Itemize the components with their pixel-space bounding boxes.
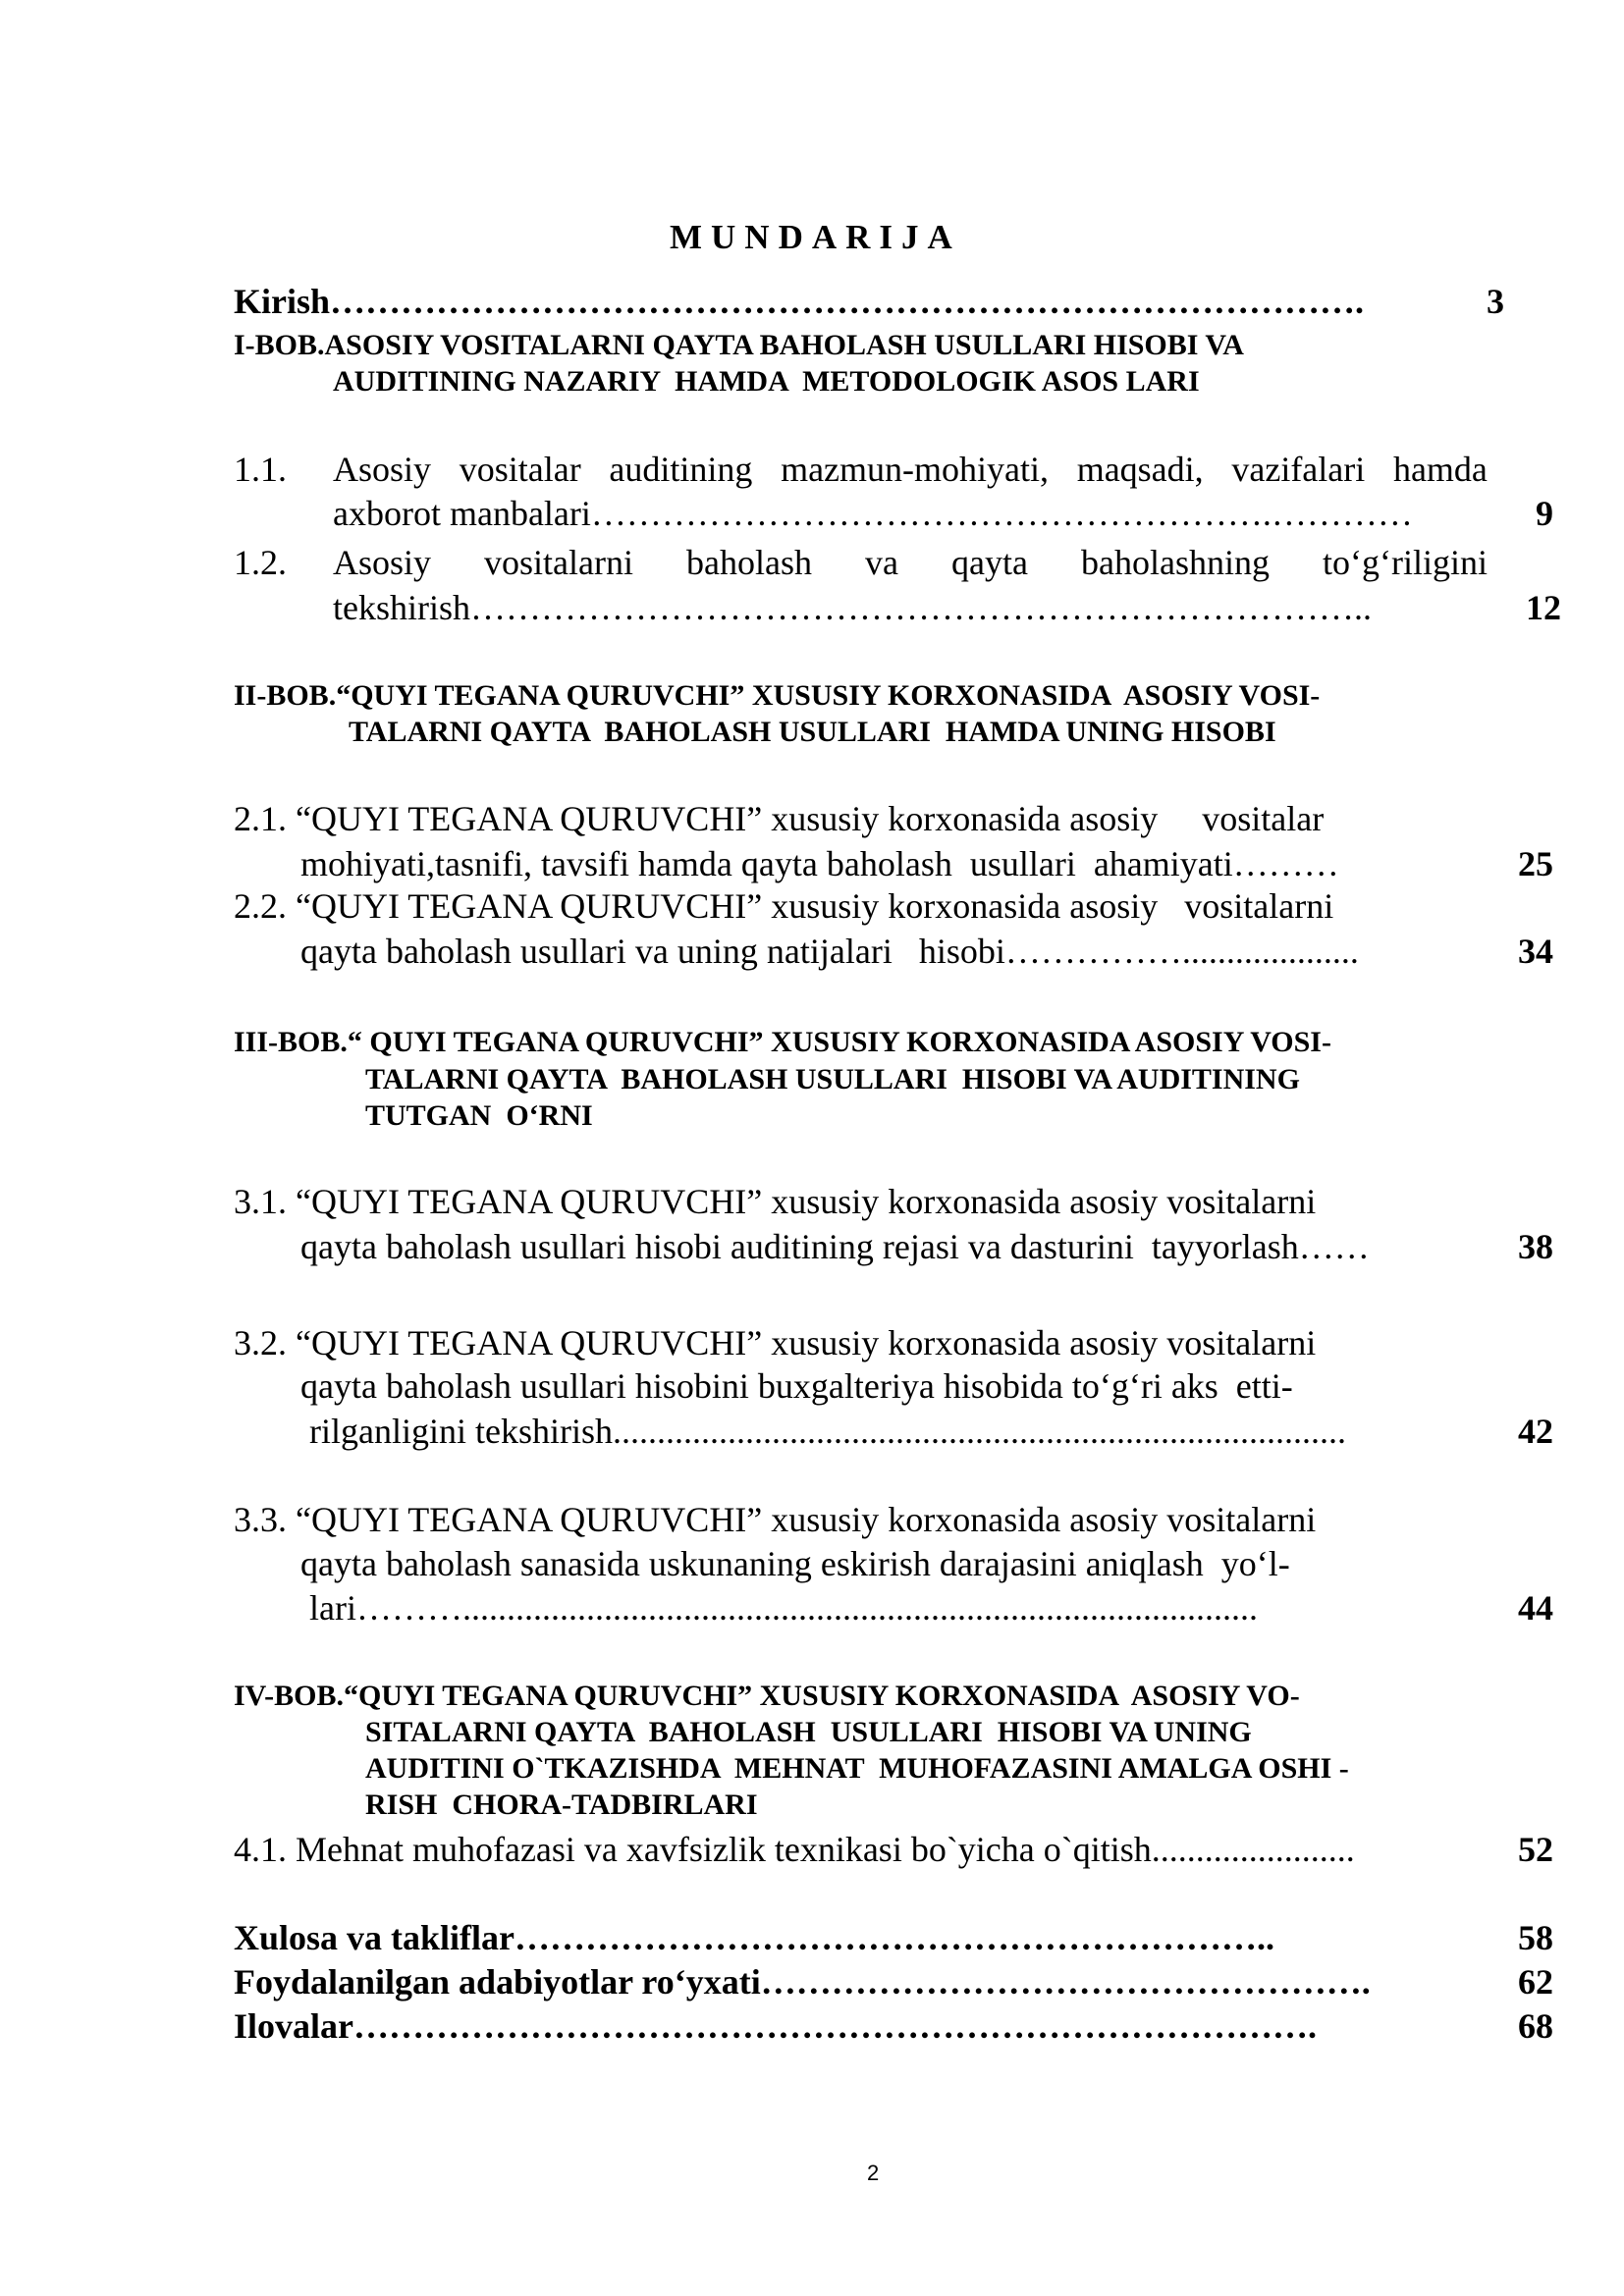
chapter-4-heading-line2: SITALARNI QAYTA BAHOLASH USULLARI HISOBI VA UNING bbox=[365, 1716, 1252, 1748]
section-2-1-title-line1: 2.1. “QUYI TEGANA QURUVCHI” xususiy korxonasida asosiy vositalar bbox=[234, 799, 1325, 838]
section-3-2-title-line1: 3.2. “QUYI TEGANA QURUVCHI” xususiy korxonasida asosiy vositalarni bbox=[234, 1323, 1317, 1362]
chapter-2-heading-line1: II-BOB.“QUYI TEGANA QURUVCHI” XUSUSIY KORXONASIDA ASOSIY VOSI- bbox=[234, 679, 1321, 712]
section-4-1-page: 52 bbox=[1518, 1830, 1553, 1869]
chapter-1-heading-line2: AUDITINING NAZARIY HAMDA METODOLOGIK ASOS LARI bbox=[333, 365, 1200, 398]
section-2-2-page: 34 bbox=[1518, 932, 1553, 971]
section-3-3-title-line3: lari……….......................................................................................... bbox=[309, 1588, 1258, 1628]
section-2-1-title-line2: mohiyati,tasnifi, tavsifi hamda qayta baholash usullari ahamiyati……… bbox=[300, 844, 1339, 883]
toc-entry-ilovalar-page: 68 bbox=[1518, 2006, 1553, 2046]
toc-entry-foydalanilgan-label: Foydalanilgan adabiyotlar ro‘yxati……………………………………………. bbox=[234, 1962, 1371, 2002]
toc-entry-ilovalar-label: Ilovalar………………………………………………………………………. bbox=[234, 2006, 1317, 2046]
chapter-4-heading-line3: AUDITINI O`TKAZISHDA MEHNAT MUHOFAZASINI AMALGA OSHI - bbox=[365, 1752, 1349, 1785]
section-3-1-title-line2: qayta baholash usullari hisobi auditining rejasi va dasturini tayyorlash…… bbox=[300, 1227, 1370, 1266]
section-1-1-page: 9 bbox=[1536, 494, 1553, 533]
section-1-2-title-line2: tekshirish………………………………………………………………….. bbox=[333, 588, 1372, 627]
section-3-3-title-line2: qayta baholash sanasida uskunaning eskirish darajasini aniqlash yo‘l- bbox=[300, 1544, 1290, 1583]
chapter-3-heading-line3: TUTGAN O‘RNI bbox=[365, 1099, 593, 1132]
chapter-3-heading-line2: TALARNI QAYTA BAHOLASH USULLARI HISOBI VA AUDITINING bbox=[365, 1063, 1300, 1095]
section-1-1-title-line1: Asosiy vositalar auditining mazmun-mohiyati, maqsadi, vazifalari hamda bbox=[333, 450, 1488, 489]
section-3-3-title-line1: 3.3. “QUYI TEGANA QURUVCHI” xususiy korxonasida asosiy vositalarni bbox=[234, 1500, 1317, 1539]
page-title: MUNDARIJA bbox=[670, 218, 961, 256]
section-3-2-title-line2: qayta baholash usullari hisobini buxgalteriya hisobida to‘g‘ri aks etti- bbox=[300, 1366, 1293, 1406]
chapter-2-heading-line2: TALARNI QAYTA BAHOLASH USULLARI HAMDA UNING HISOBI bbox=[349, 716, 1276, 748]
chapter-4-heading-line1: IV-BOB.“QUYI TEGANA QURUVCHI” XUSUSIY KORXONASIDA ASOSIY VO- bbox=[234, 1680, 1300, 1712]
toc-entry-xulosa-page: 58 bbox=[1518, 1918, 1553, 1957]
chapter-3-heading-line1: III-BOB.“ QUYI TEGANA QURUVCHI” XUSUSIY KORXONASIDA ASOSIY VOSI- bbox=[234, 1026, 1331, 1058]
section-3-2-title-line3: rilganligini tekshirish................................................................................... bbox=[309, 1412, 1346, 1451]
page-number: 2 bbox=[867, 2161, 880, 2185]
section-3-2-page: 42 bbox=[1518, 1412, 1553, 1451]
section-3-1-title-line1: 3.1. “QUYI TEGANA QURUVCHI” xususiy korxonasida asosiy vositalarni bbox=[234, 1182, 1317, 1221]
section-2-2-title-line1: 2.2. “QUYI TEGANA QURUVCHI” xususiy korxonasida asosiy vositalarni bbox=[234, 886, 1334, 926]
chapter-1-heading-line1: I-BOB.ASOSIY VOSITALARNI QAYTA BAHOLASH USULLARI HISOBI VA bbox=[234, 329, 1244, 361]
toc-entry-foydalanilgan-page: 62 bbox=[1518, 1962, 1553, 2002]
section-1-2-page: 12 bbox=[1526, 588, 1561, 627]
section-1-2-number: 1.2. bbox=[234, 543, 287, 582]
section-3-1-page: 38 bbox=[1518, 1227, 1553, 1266]
section-3-3-page: 44 bbox=[1518, 1588, 1553, 1628]
section-1-1-number: 1.1. bbox=[234, 450, 287, 489]
section-2-2-title-line2: qayta baholash usullari va uning natijalari hisobi…………….................... bbox=[300, 932, 1359, 971]
toc-entry-kirish-page: 3 bbox=[1487, 282, 1504, 321]
section-1-1-title-line2: axborot manbalari………………………………………………….………… bbox=[333, 494, 1413, 533]
chapter-4-heading-line4: RISH CHORA-TADBIRLARI bbox=[365, 1789, 758, 1821]
section-2-1-page: 25 bbox=[1518, 844, 1553, 883]
section-1-2-title-line1: Asosiy vositalarni baholash va qayta baholashning to‘g‘riligini bbox=[333, 543, 1488, 582]
toc-entry-xulosa-label: Xulosa va takliflar……………………………………………………….. bbox=[234, 1918, 1275, 1957]
section-4-1-title: 4.1. Mehnat muhofazasi va xavfsizlik texnikasi bo`yicha o`qitish....................... bbox=[234, 1830, 1355, 1869]
toc-entry-kirish-label: Kirish……………………………………………………………………………. bbox=[234, 282, 1365, 321]
